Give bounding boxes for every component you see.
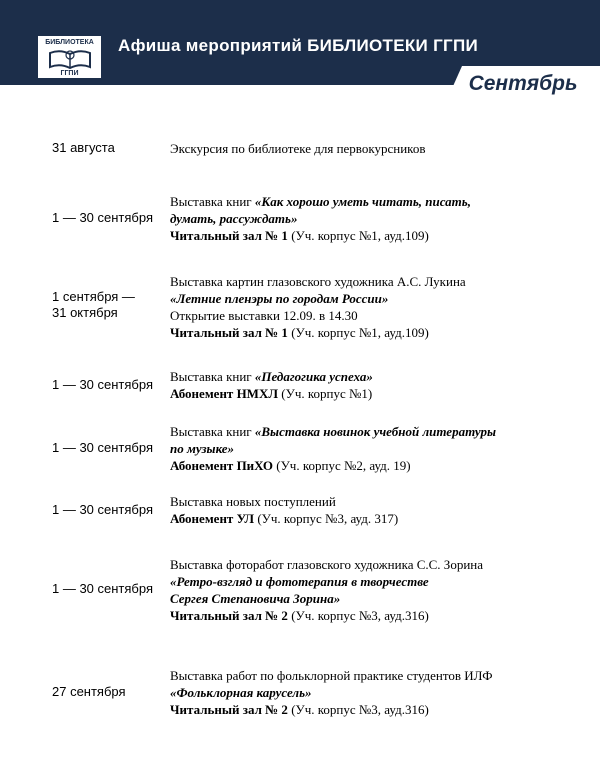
event-text: Выставка книг <box>170 424 255 439</box>
venue-name: Читальный зал № 1 <box>170 325 288 340</box>
event-date: 27 сентября <box>52 684 126 699</box>
event-description <box>170 140 550 157</box>
event-title: «Выставка новинок учебной литературы по музыке» <box>170 424 496 456</box>
event-date: 1 — 30 сентября <box>52 210 153 225</box>
event-text: Открытие выставки 12.09. в 14.30 <box>170 308 358 323</box>
event-line <box>170 493 550 510</box>
venue-name: Абонемент ПиХО <box>170 458 274 473</box>
event-date: 1 — 30 сентября <box>52 440 153 455</box>
event-line <box>170 510 550 527</box>
event-date: 1 — 30 сентября <box>52 377 153 392</box>
event-date: 1 сентября — 31 октября <box>52 289 135 320</box>
event-date: 1 — 30 сентября <box>52 581 153 596</box>
venue-name: Читальный зал № 2 <box>170 608 288 623</box>
venue-name: Абонемент НМХЛ <box>170 386 279 401</box>
event-text: (Уч. корпус №3, ауд.316) <box>287 702 429 717</box>
event-title: «Как хорошо уметь читать, писать, думать, рассуждать» <box>170 194 471 226</box>
event-line <box>170 457 550 474</box>
venue-name: Читальный зал № 1 <box>170 228 288 243</box>
event-text: Выставка книг <box>170 194 255 209</box>
logo-top-text: БИБЛИОТЕКА <box>45 39 94 46</box>
month-label: Сентябрь <box>468 72 578 95</box>
event-text: (Уч. корпус №1) <box>278 386 373 401</box>
event-description <box>170 273 550 341</box>
logo-bottom-text: ГГПИ <box>60 70 79 77</box>
event-description <box>170 368 550 402</box>
venue-name: Абонемент УЛ <box>170 511 255 526</box>
event-line <box>170 667 550 684</box>
event-line <box>170 368 550 385</box>
event-text: (Уч. корпус №2, ауд. 19) <box>273 458 411 473</box>
event-text: Экскурсия по библиотеке для первокурсников <box>170 141 426 156</box>
event-line <box>170 573 550 607</box>
event-line <box>170 607 550 624</box>
event-date: 1 — 30 сентября <box>52 502 153 517</box>
event-date: 31 августа <box>52 140 115 155</box>
event-text: Выставка картин глазовского художника А.С. Лукина <box>170 274 466 289</box>
event-description <box>170 193 550 244</box>
venue-name: Читальный зал № 2 <box>170 702 288 717</box>
event-line <box>170 290 550 307</box>
event-title: «Педагогика успеха» <box>254 369 373 384</box>
event-line <box>170 701 550 718</box>
event-title: «Ретро-взгляд и фототерапия в творчестве Сергея Степановича Зорина» <box>170 574 429 606</box>
event-text: (Уч. корпус №3, ауд.316) <box>287 608 429 623</box>
event-description <box>170 667 550 718</box>
event-text: Выставка книг <box>170 369 255 384</box>
event-line <box>170 423 550 457</box>
event-text: (Уч. корпус №3, ауд. 317) <box>254 511 399 526</box>
event-description <box>170 423 550 474</box>
event-line <box>170 227 550 244</box>
event-text: Выставка фоторабот глазовского художника С.С. Зорина <box>170 557 484 572</box>
event-line <box>170 385 550 402</box>
event-title: «Фольклорная карусель» <box>170 685 312 700</box>
month-tab <box>446 66 600 102</box>
event-text: (Уч. корпус №1, ауд.109) <box>287 325 429 340</box>
event-description <box>170 556 550 624</box>
event-line <box>170 273 550 290</box>
event-line <box>170 324 550 341</box>
event-line <box>170 307 550 324</box>
event-line <box>170 193 550 227</box>
event-description <box>170 493 550 527</box>
event-line <box>170 140 550 157</box>
event-line <box>170 556 550 573</box>
event-title: «Летние пленэры по городам России» <box>170 291 389 306</box>
library-logo <box>36 34 103 80</box>
page-title: Афиша мероприятий БИБЛИОТЕКИ ГГПИ <box>118 36 478 55</box>
event-line <box>170 684 550 701</box>
event-text: Выставка работ по фольклорной практике студентов ИЛФ <box>170 668 493 683</box>
event-text: Выставка новых поступлений <box>170 494 336 509</box>
book-icon <box>48 47 92 69</box>
event-text: (Уч. корпус №1, ауд.109) <box>287 228 429 243</box>
